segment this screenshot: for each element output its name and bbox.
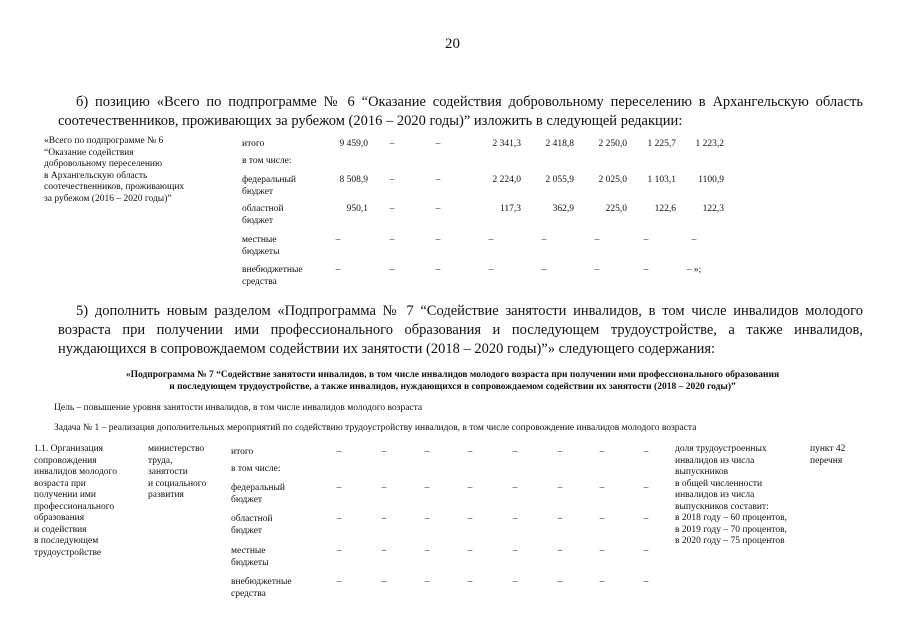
executor-line: труда, bbox=[148, 455, 173, 466]
intro-b-line-1: б) позицию «Всего по подпрограмме № 6 “Оказание содействия добровольному переселению в Архангельскую область bbox=[76, 94, 863, 110]
value-cell: – bbox=[381, 514, 387, 524]
value-cell: 9 459,0 bbox=[339, 139, 368, 149]
row-label bbox=[231, 447, 311, 459]
row-label-line: местные bbox=[242, 235, 277, 245]
row-label bbox=[231, 483, 311, 506]
value-cell: – bbox=[541, 235, 547, 245]
subprogram7-heading bbox=[40, 370, 865, 393]
row-label bbox=[242, 156, 322, 168]
link-line: перечня bbox=[810, 455, 843, 466]
row-label-line: в том числе: bbox=[231, 464, 281, 474]
result-line: в 2019 году – 70 процентов, bbox=[675, 524, 787, 535]
value-cell: 2 341,3 bbox=[492, 139, 521, 149]
value-cell: – bbox=[599, 514, 605, 524]
row-label-line: средства bbox=[242, 276, 277, 287]
value-cell: – bbox=[557, 546, 563, 556]
value-cell: 8 508,9 bbox=[339, 175, 368, 185]
value-cell: – bbox=[336, 546, 342, 556]
intro-5-line-1: 5) дополнить новым разделом «Подпрограмма № 7 “Содействие занятости инвалидов, в том числе инвалидов молодого bbox=[76, 303, 863, 319]
activity-line: возраста при bbox=[34, 478, 86, 489]
value-cell: – bbox=[435, 175, 441, 185]
value-cell: – bbox=[435, 204, 441, 214]
activity-line: профессионального bbox=[34, 501, 115, 512]
value-cell: – bbox=[643, 546, 649, 556]
activity-line: получении ими bbox=[34, 490, 97, 500]
activity-cell bbox=[34, 444, 144, 559]
value-cell: 2 250,0 bbox=[598, 139, 627, 149]
activity-line: в последующем bbox=[34, 536, 99, 546]
intro-b-line-2: соотечественников, проживающих за рубежом (2016 – 2020 годы)” изложить в следующей редакции: bbox=[58, 113, 683, 129]
value-cell: – bbox=[389, 139, 395, 149]
row-label bbox=[231, 514, 311, 537]
value-cell: – bbox=[512, 447, 518, 457]
table1-title-line: соотечественников, проживающих bbox=[44, 182, 185, 192]
value-cell: – bbox=[424, 514, 430, 524]
value-cell: – bbox=[389, 265, 395, 275]
value-cell: – bbox=[381, 483, 387, 493]
value-cell: – bbox=[488, 235, 494, 245]
executor-line: развития bbox=[148, 490, 184, 500]
row-label-line: итого bbox=[231, 447, 254, 457]
value-cell: – bbox=[381, 447, 387, 457]
value-cell: – bbox=[599, 577, 605, 587]
value-cell: 122,6 bbox=[654, 204, 676, 214]
table1-title bbox=[44, 136, 234, 205]
table1-title-line: “Оказание содействия bbox=[44, 147, 134, 158]
result-cell bbox=[675, 444, 805, 548]
value-cell: – bbox=[467, 514, 473, 524]
activity-line: трудоустройстве bbox=[34, 547, 102, 558]
value-cell: – bbox=[599, 546, 605, 556]
row-label-line: бюджеты bbox=[242, 246, 280, 257]
value-cell: 2 055,9 bbox=[545, 175, 574, 185]
value-cell: 2 224,0 bbox=[492, 175, 521, 185]
intro-paragraph-5 bbox=[58, 302, 863, 359]
value-cell: – bbox=[467, 546, 473, 556]
activity-line: сопровождения bbox=[34, 455, 97, 466]
activity-line: 1.1. Организация bbox=[34, 444, 104, 454]
task-text: Задача № 1 – реализация дополнительных мероприятий по содействию трудоустройству инвалидов, в том числе сопровождение инвалидов молодого возраста bbox=[54, 423, 697, 433]
value-cell: 1100,9 bbox=[698, 175, 724, 185]
value-cell: – bbox=[643, 265, 649, 275]
row-label-line: местные bbox=[231, 546, 266, 556]
result-line: инвалидов из числа bbox=[675, 490, 755, 500]
value-cell: – bbox=[424, 577, 430, 587]
value-cell: – bbox=[467, 483, 473, 493]
row-label-line: бюджет bbox=[231, 494, 263, 505]
value-cell: – bbox=[424, 546, 430, 556]
value-cell: – bbox=[467, 447, 473, 457]
row-label-line: бюджеты bbox=[231, 557, 269, 568]
value-cell: 1 103,1 bbox=[647, 175, 676, 185]
intro-paragraph-b bbox=[58, 93, 863, 131]
value-cell: – bbox=[557, 447, 563, 457]
row-label-line: в том числе: bbox=[242, 156, 292, 166]
table1-title-line: за рубежом (2016 – 2020 годы)” bbox=[44, 193, 172, 204]
value-cell: – bbox=[335, 235, 341, 245]
value-cell: – bbox=[541, 265, 547, 275]
value-cell: 225,0 bbox=[605, 204, 627, 214]
value-cell: – bbox=[594, 265, 600, 275]
value-cell: – bbox=[512, 483, 518, 493]
table1-title-line: «Всего по подпрограмме № 6 bbox=[44, 136, 164, 146]
value-cell: – bbox=[389, 235, 395, 245]
value-cell: – bbox=[557, 514, 563, 524]
result-line: в 2018 году – 60 процентов, bbox=[675, 513, 787, 523]
value-cell: – bbox=[643, 577, 649, 587]
value-cell: – bbox=[381, 577, 387, 587]
value-cell: 2 418,8 bbox=[545, 139, 574, 149]
row-label-line: федеральный bbox=[231, 483, 285, 493]
page-number: 20 bbox=[445, 36, 460, 52]
value-cell: – bbox=[467, 577, 473, 587]
value-cell: 1 225,7 bbox=[647, 139, 676, 149]
row-label-line: итого bbox=[242, 139, 265, 149]
value-cell: – bbox=[381, 546, 387, 556]
value-cell: – bbox=[389, 204, 395, 214]
value-cell: – bbox=[557, 577, 563, 587]
row-label-line: бюджет bbox=[242, 186, 274, 197]
value-cell: – bbox=[424, 447, 430, 457]
value-cell: – bbox=[435, 265, 441, 275]
value-cell: – bbox=[594, 235, 600, 245]
row-label bbox=[231, 546, 311, 569]
value-cell: – bbox=[643, 235, 649, 245]
row-label-line: средства bbox=[231, 588, 266, 599]
result-line: в 2020 году – 75 процентов bbox=[675, 536, 785, 546]
value-cell: – bbox=[335, 265, 341, 275]
value-cell: 122,3 bbox=[702, 204, 724, 214]
row-label bbox=[231, 464, 311, 476]
link-cell bbox=[810, 444, 870, 467]
row-label-line: внебюджетные bbox=[242, 265, 303, 275]
activity-line: образования bbox=[34, 513, 85, 523]
value-cell: – bbox=[599, 483, 605, 493]
result-line: доля трудоустроенных bbox=[675, 444, 767, 454]
row-label-line: областной bbox=[231, 514, 273, 524]
row-label-line: бюджет bbox=[231, 525, 263, 536]
intro-5-line-3: нуждающихся в сопровождаемом содействии их занятости (2018 – 2020 годы)”» следующего содержания: bbox=[58, 341, 716, 357]
value-cell: – bbox=[336, 447, 342, 457]
value-cell: – bbox=[643, 447, 649, 457]
value-cell: – bbox=[691, 235, 697, 245]
value-cell: – bbox=[435, 139, 441, 149]
result-line: выпускников составит: bbox=[675, 501, 769, 512]
value-cell: – bbox=[424, 483, 430, 493]
value-cell: – bbox=[488, 265, 494, 275]
value-cell: – bbox=[336, 514, 342, 524]
value-cell: 2 025,0 bbox=[598, 175, 627, 185]
result-line: инвалидов из числа bbox=[675, 455, 755, 466]
executor-line: министерство bbox=[148, 444, 205, 454]
row-label-line: областной bbox=[242, 204, 284, 214]
result-line: в общей численности bbox=[675, 478, 763, 489]
goal-text: Цель – повышение уровня занятости инвалидов, в том числе инвалидов молодого возраста bbox=[54, 403, 423, 413]
value-cell: – bbox=[512, 546, 518, 556]
value-cell: – bbox=[336, 577, 342, 587]
heading-line-2: и последующем трудоустройстве, а также инвалидов, нуждающихся в сопровождаемом содействии их занятости (2018 – 2020 годы)” bbox=[169, 381, 736, 392]
value-cell: 950,1 bbox=[346, 204, 368, 214]
activity-line: и содействия bbox=[34, 524, 87, 535]
executor-cell bbox=[148, 444, 228, 502]
row-label bbox=[231, 577, 311, 600]
heading-line-1: «Подпрограмма № 7 “Содействие занятости инвалидов, в том числе инвалидов молодого возраста при получении ими профессионального образования bbox=[125, 370, 780, 380]
table1-title-line: в Архангельскую область bbox=[44, 170, 148, 181]
value-cell: 117,3 bbox=[499, 204, 521, 214]
row-label-line: федеральный bbox=[242, 175, 296, 185]
value-cell: – bbox=[512, 514, 518, 524]
value-cell: – bbox=[557, 483, 563, 493]
row-label-line: бюджет bbox=[242, 215, 274, 226]
executor-line: занятости bbox=[148, 467, 188, 477]
activity-line: инвалидов молодого bbox=[34, 467, 117, 477]
value-cell: – bbox=[643, 514, 649, 524]
value-cell: – bbox=[389, 175, 395, 185]
value-cell: – bbox=[435, 235, 441, 245]
row-label-line: внебюджетные bbox=[231, 577, 292, 587]
value-cell: 1 223,2 bbox=[695, 139, 724, 149]
link-line: пункт 42 bbox=[810, 444, 846, 454]
executor-line: и социального bbox=[148, 478, 207, 489]
value-cell: – bbox=[599, 447, 605, 457]
table1-title-line: добровольному переселению bbox=[44, 159, 163, 169]
intro-5-line-2: возраста при получении ими профессионального образования и последующем трудоустройстве, а также инвалидов, bbox=[58, 322, 863, 338]
value-cell: – bbox=[643, 483, 649, 493]
result-line: выпускников bbox=[675, 467, 729, 477]
value-cell: – bbox=[336, 483, 342, 493]
value-cell: – »; bbox=[686, 265, 702, 275]
value-cell: 362,9 bbox=[552, 204, 574, 214]
value-cell: – bbox=[512, 577, 518, 587]
